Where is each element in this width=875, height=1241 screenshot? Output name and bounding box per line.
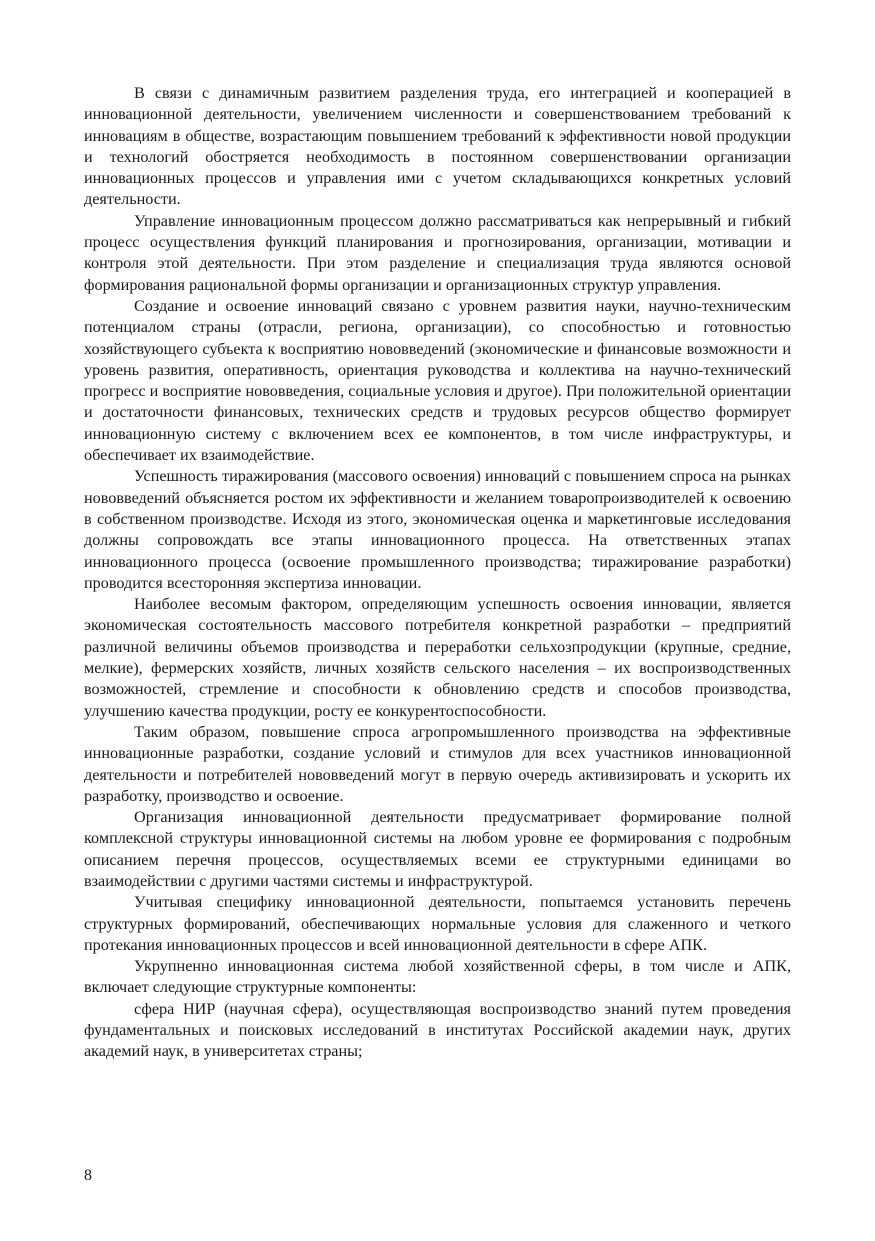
document-body	[84, 83, 791, 1063]
paragraph: сфера НИР (научная сфера), осуществляющая воспроизводство знаний путем проведения фундаментальных и поисковых исследований в институтах Российской академии наук, других академий наук, в университетах страны;	[84, 999, 791, 1061]
paragraph: Таким образом, повышение спроса агропромышленного производства на эффективные инновационные разработки, создание условий и стимулов для всех участников инновационной деятельности и потребителей нововведений могут в первую очередь активизировать и ускорить их разработку, производство и освоение.	[84, 722, 791, 805]
paragraph: В связи с динамичным развитием разделения труда, его интеграцией и кооперацией в инновационной деятельности, увеличением численности и совершенствованием требований к инновациям в обществе, возрастающим повышением требований к эффективности новой продукции и технологий обостряется необходимость в постоянном совершенствовании организации инновационных процессов и управления ими с учетом складывающихся конкретных условий деятельности.	[84, 84, 791, 209]
paragraph: Организация инновационной деятельности предусматривает формирование полной комплексной структуры инновационной системы на любом уровне ее формирования с подробным описанием перечня процессов, осуществляемых всеми ее структурными единицами во взаимодействии с другими частями системы и инфраструктурой.	[84, 808, 791, 890]
paragraph: Управление инновационным процессом должно рассматриваться как непрерывный и гибкий процесс осуществления функций планирования и прогнозирования, организации, мотивации и контроля этой деятельности. При этом разделение и специализация труда являются основой формирования рациональной формы организации и организационных структур управления.	[84, 211, 791, 294]
paragraph: Успешность тиражирования (массового освоения) инноваций с повышением спроса на рынках нововведений объясняется ростом их эффективности и желанием товаропроизводителей к освоению в собственном производстве. Исходя из этого, экономическая оценка и маркетинговые исследования должны сопровождать все этапы инновационного процесса. На ответственных этапах инновационного процесса (освоение промышленного производства; тиражирование разработки) проводится всесторонняя экспертиза инновации.	[84, 467, 791, 592]
paragraph: Учитывая специфику инновационной деятельности, попытаемся установить перечень структурных формирований, обеспечивающих нормальные условия для слаженного и четкого протекания инновационных процессов и всей инновационной деятельности в сфере АПК.	[84, 893, 791, 954]
paragraph: Укрупненно инновационная система любой хозяйственной сферы, в том числе и АПК, включает следующие структурные компоненты:	[84, 957, 791, 997]
paragraph: Создание и освоение инноваций связано с уровнем развития науки, научно-техническим потенциалом страны (отрасли, региона, организации), со способностью и готовностью хозяйствующего субъекта к восприятию нововведений (экономические и финансовые возможности и уровень развития, оперативность, ориентация руководства и коллектива на научно-технический прогресс и восприятие нововведения, социальные условия и другое). При положительной ориентации и достаточности финансовых, технических средств и трудовых ресурсов общество формирует инновационную систему с включением всех ее компонентов, в том числе инфраструктуры, и обеспечивает их взаимодействие.	[84, 296, 791, 465]
paragraph: Наиболее весомым фактором, определяющим успешность освоения инновации, является экономическая состоятельность массового потребителя конкретной разработки – предприятий различной величины объемов производства и переработки сельхозпродукции (крупные, средние, мелкие), фермерских хозяйств, личных хозяйств сельского населения – их воспроизводственных возможностей, стремление и способности к обновлению средств и способов производства, улучшению качества продукции, росту ее конкурентоспособности.	[84, 595, 791, 720]
page-number: 8	[84, 1167, 92, 1184]
